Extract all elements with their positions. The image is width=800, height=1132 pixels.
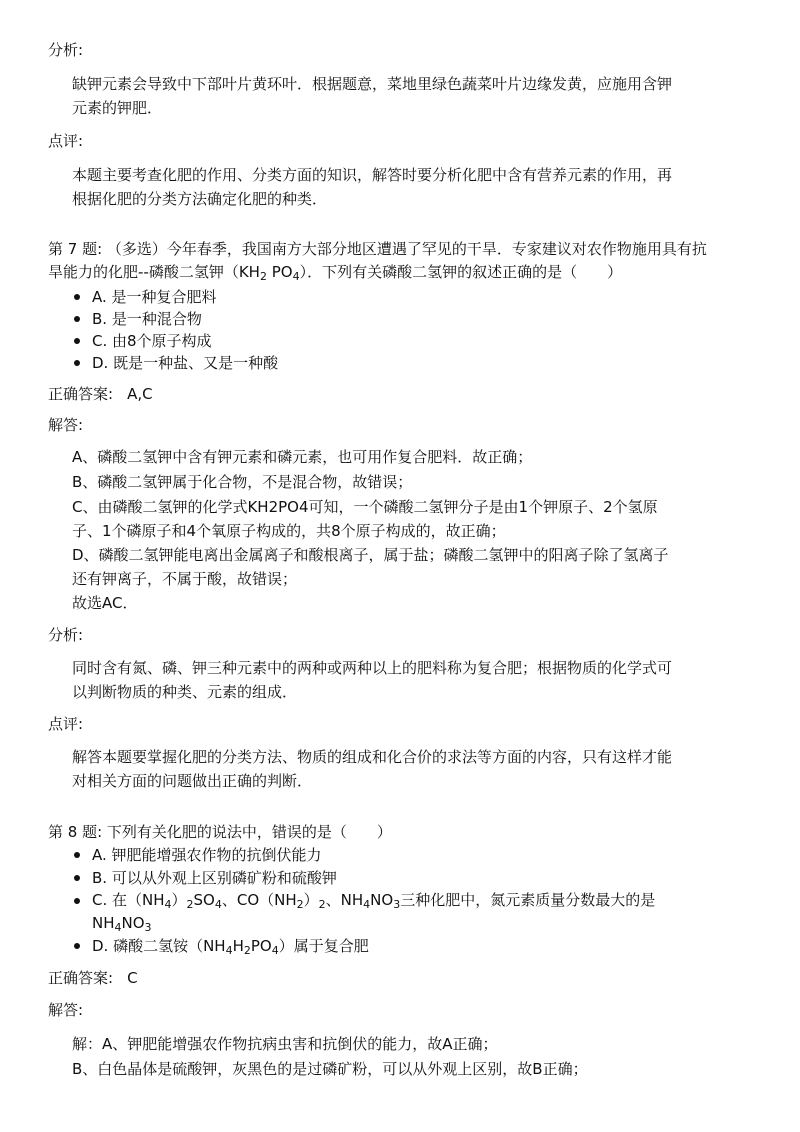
question-7-stem-line: 第 7 题: （多选）今年春季，我国南方大部分地区遭遇了罕见的干旱．专家建议对农作物施用具有抗 [48,240,707,258]
solution-label: 解答: [48,416,84,434]
analysis-text-line: 元素的钾肥． [72,99,163,117]
comment-text-line: 根据化肥的分类方法确定化肥的种类． [72,190,328,208]
comment-label: 点评: [48,132,84,150]
correct-answer-label: 正确答案: [48,969,114,987]
solution-text-line: D、磷酸二氢钾能电离出金属离子和酸根离子，属于盐；磷酸二氢钾中的阳离子除了氢离子 [72,546,669,564]
solution-text-line: B、磷酸二氢钾属于化合物，不是混合物，故错误； [72,473,413,491]
question-8-option-c-continued: $NH_4NO_3$ [92,914,152,934]
solution-text-line: 子、1个磷原子和4个氧原子构成的，共8个原子构成的，故正确； [72,522,506,540]
solution-text-line: 故选AC． [72,594,138,612]
correct-answer [48,384,153,404]
solution-text-line: B、白色晶体是硫酸钾，灰黑色的是过磷矿粉，可以从外观上区别，故B正确； [72,1060,588,1078]
question-7-stem-line: 旱能力的化肥--磷酸二氢钾（$KH_2$ $PO_4$）．下列有关磷酸二氢钾的叙述正确的是（ ） [48,263,623,283]
bullet-icon [74,898,80,904]
solution-text-line: 解：A、钾肥能增强农作物抗病虫害和抗倒伏的能力，故A正确； [72,1035,498,1053]
question-7-option-a: A. 是一种复合肥料 [92,288,217,306]
correct-answer-value: C [127,969,138,987]
bullet-icon [74,316,80,322]
question-8-option-d: D. 磷酸二氢铵$(NH_4H_2PO_4)$属于复合肥 [92,937,369,957]
question-7-option-b: B. 是一种混合物 [92,310,202,328]
solution-text-line: A、磷酸二氢钾中含有钾元素和磷元素，也可用作复合肥料．故正确； [72,448,533,466]
question-8-option-b: B. 可以从外观上区别磷矿粉和硫酸钾 [92,869,337,887]
question-8-option-a: A. 钾肥能增强农作物的抗倒伏能力 [92,846,322,864]
question-7-option-d: D. 既是一种盐、又是一种酸 [92,354,279,372]
correct-answer-label: 正确答案: [48,385,114,403]
solution-label: 解答: [48,1001,84,1019]
comment-text-line: 对相关方面的问题做出正确的判断． [72,772,313,790]
comment-text-line: 解答本题要掌握化肥的分类方法、物质的组成和化合价的求法等方面的内容，只有这样才能 [72,748,673,766]
bullet-icon [74,852,80,858]
comment-label: 点评: [48,715,84,733]
bullet-icon [74,360,80,366]
solution-text-line: C、由磷酸二氢钾的化学式KH2PO4可知，一个磷酸二氢钾分子是由1个钾原子、2个氢原 [72,498,658,516]
question-8-option-c: C. 在$(NH_4)_2SO_4$、$CO(NH_2)_2$、$NH_4NO_3$三种化肥中，氮元素质量分数最大的是 [92,891,656,911]
solution-text-line: 还有钾离子，不属于酸，故错误； [72,570,298,588]
correct-answer [48,968,138,988]
correct-answer-value: A,C [127,385,153,403]
bullet-icon [74,294,80,300]
analysis-label: 分析: [48,626,84,644]
bullet-icon [74,875,80,881]
analysis-label: 分析: [48,41,84,59]
bullet-icon [74,338,80,344]
question-7-option-c: C. 由8个原子构成 [92,332,212,350]
analysis-text-line: 缺钾元素会导致中下部叶片黄环叶．根据题意，菜地里绿色蔬菜叶片边缘发黄，应施用含钾 [72,75,673,93]
analysis-text-line: 同时含有氮、磷、钾三种元素中的两种或两种以上的肥料称为复合肥；根据物质的化学式可 [72,659,673,677]
comment-text-line: 本题主要考查化肥的作用、分类方面的知识，解答时要分析化肥中含有营养元素的作用，再 [72,166,673,184]
analysis-text-line: 以判断物质的种类、元素的组成． [72,683,298,701]
bullet-icon [74,943,80,949]
question-8-stem-line: 第 8 题: 下列有关化肥的说法中，错误的是（ ） [48,823,392,841]
